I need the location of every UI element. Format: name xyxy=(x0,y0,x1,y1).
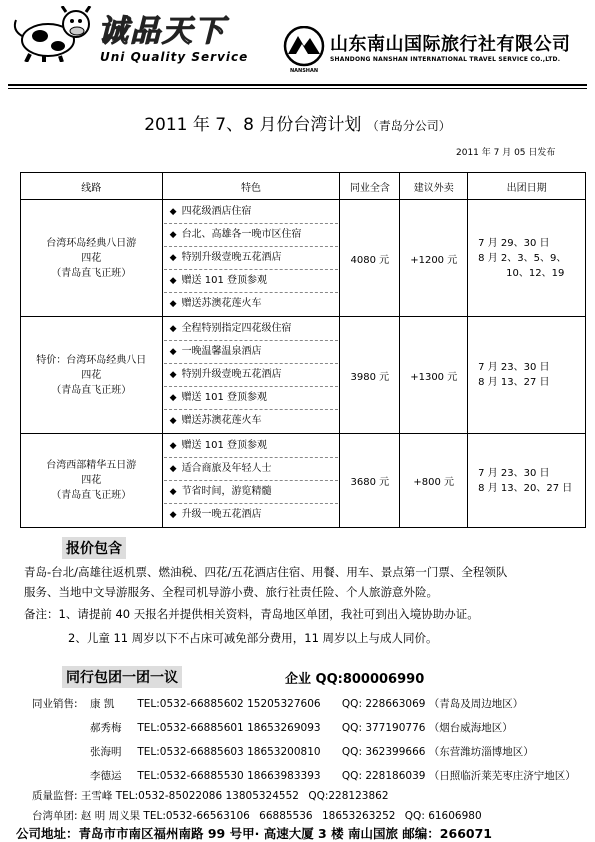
bullet-icon: ◆ xyxy=(169,347,177,357)
page-title xyxy=(0,110,595,135)
company-name-cn: 山东南山国际旅行社有限公司 xyxy=(330,34,571,55)
route-cell xyxy=(21,434,163,528)
price-includes-heading: 报价包含 xyxy=(62,537,126,559)
contact-name: 康 凯 xyxy=(90,698,115,710)
sales-label: 同业销售: xyxy=(32,698,78,710)
date-line: 7 月 29、30 日 xyxy=(478,237,550,249)
route-name: 台湾西部精华五日游 xyxy=(46,460,137,471)
feature-text: 全程特别指定四花级住宿 xyxy=(181,323,292,334)
feature-text: 赠送苏澳花莲火车 xyxy=(181,415,262,426)
contact-row xyxy=(90,696,523,711)
taiwan-label: 台湾单团: xyxy=(32,810,78,822)
feature-item xyxy=(164,318,339,341)
bullet-icon: ◆ xyxy=(169,510,177,520)
contact-qq: QQ: 377190776 xyxy=(341,722,426,734)
col-header-dates: 出团日期 xyxy=(468,173,586,200)
taiwan-qq: QQ: 61606980 xyxy=(404,810,482,822)
feature-item xyxy=(164,435,339,458)
bullet-icon: ◆ xyxy=(169,464,177,474)
quality-row xyxy=(32,788,389,803)
bullet-icon: ◆ xyxy=(169,324,177,334)
feature-item xyxy=(164,224,339,247)
route-grade: 四花 xyxy=(81,475,102,486)
feature-text: 一晚温馨温泉酒店 xyxy=(181,346,262,357)
date-line: 7 月 23、30 日 xyxy=(478,467,550,479)
contact-tel: TEL:0532-66885603 xyxy=(137,746,244,758)
route-flight: （青岛直飞正班） xyxy=(51,267,132,279)
enterprise-qq: 企业 QQ:800006990 xyxy=(285,672,425,687)
nanshan-mountain-logo xyxy=(282,26,326,74)
suggest-cell: +1300 元 xyxy=(400,317,468,434)
date-line: 10、12、19 xyxy=(506,267,565,279)
feature-item xyxy=(164,458,339,481)
table-row xyxy=(21,434,586,528)
brand-slogan: Uni Quality Service xyxy=(100,50,249,64)
date-line: 8 月 13、27 日 xyxy=(478,377,550,388)
contact-tel: TEL:0532-66885601 xyxy=(137,722,244,734)
feature-text: 台北、高雄各一晚市区住宿 xyxy=(181,229,302,240)
quality-name: 王雪峰 xyxy=(80,790,113,802)
bullet-icon: ◆ xyxy=(169,253,177,263)
table-row xyxy=(21,200,586,317)
price-includes-line: 青岛-台北/高雄往返机票、燃油税、四花/五花酒店住宿、用餐、用车、景点第一门票、全程领队 xyxy=(24,565,508,579)
contact-qq: QQ: 362399666 xyxy=(341,746,426,758)
bullet-icon: ◆ xyxy=(169,276,177,286)
price-cell: 3980 元 xyxy=(340,317,400,434)
contact-mobile: 18653200810 xyxy=(247,746,321,758)
contact-mobile: 15205327606 xyxy=(247,698,321,710)
cow-mascot-logo xyxy=(10,6,100,62)
col-header-features: 特色 xyxy=(162,173,340,200)
bullet-icon: ◆ xyxy=(169,487,177,497)
bullet-icon: ◆ xyxy=(169,370,177,380)
company-logo-label: NANSHAN xyxy=(289,68,319,74)
contact-name: 郝秀梅 xyxy=(90,722,122,734)
contact-tel: TEL:0532-66885530 xyxy=(137,770,244,782)
feature-text: 赠送 101 登顶参观 xyxy=(181,275,268,286)
company-name-en: SHANDONG NANSHAN INTERNATIONAL TRAVEL SERVICE CO.,LTD. xyxy=(330,56,561,63)
group-tour-heading: 同行包团一团一议 xyxy=(62,666,182,688)
header-divider xyxy=(8,84,587,86)
feature-item xyxy=(164,293,339,315)
company-address: 公司地址：青岛市市南区福州南路 99 号甲· 高速大厦 3 楼 南山国旅 邮编：266071 xyxy=(16,826,492,841)
dates-cell xyxy=(468,317,586,434)
bullet-icon: ◆ xyxy=(169,207,177,217)
feature-text: 赠送苏澳花莲火车 xyxy=(181,298,262,309)
price-includes-line: 服务、当地中文导游服务、全程司机导游小费、旅行社责任险、个人旅游意外险。 xyxy=(24,585,438,599)
brand-name: 诚品天下 xyxy=(98,14,226,49)
feature-text: 升级一晚五花酒店 xyxy=(181,509,262,520)
contact-row xyxy=(90,768,576,783)
route-grade: 四花 xyxy=(81,369,102,381)
publish-date: 2011 年 7 月 05 日发布 xyxy=(456,148,556,158)
quality-mobile: 13805324552 xyxy=(225,790,299,802)
route-grade: 四花 xyxy=(81,252,102,264)
contact-tel: TEL:0532-66885602 xyxy=(137,698,244,710)
feature-text: 适合商旅及年轻人士 xyxy=(181,463,272,474)
bullet-icon: ◆ xyxy=(169,299,177,309)
title-sub: （青岛分公司） xyxy=(366,119,451,133)
col-header-price: 同业全含 xyxy=(340,173,400,200)
taiwan-names: 赵 明 周义果 xyxy=(80,810,141,822)
route-flight: （青岛直飞正班） xyxy=(51,490,132,501)
price-cell: 4080 元 xyxy=(340,200,400,317)
feature-text: 四花级酒店住宿 xyxy=(181,206,252,217)
feature-item xyxy=(164,270,339,293)
dates-cell xyxy=(468,200,586,317)
dates-cell xyxy=(468,434,586,528)
taiwan-mobile: 18653263252 xyxy=(321,810,396,822)
contact-area: （日照临沂莱芜枣庄济宁地区） xyxy=(428,770,576,782)
contact-row xyxy=(90,744,534,759)
contact-qq: QQ: 228663069 xyxy=(341,698,426,710)
feature-item xyxy=(164,410,339,432)
taiwan-row xyxy=(32,808,482,823)
bullet-icon: ◆ xyxy=(169,393,177,403)
suggest-cell: +1200 元 xyxy=(400,200,468,317)
route-name: 特价：台湾环岛经典八日 xyxy=(36,354,147,366)
feature-text: 特别升级壹晚五花酒店 xyxy=(181,369,282,380)
suggest-cell: +800 元 xyxy=(400,434,468,528)
title-main: 2011 年 7、8 月份台湾计划 xyxy=(144,115,362,135)
feature-text: 特别升级壹晚五花酒店 xyxy=(181,252,282,263)
table-row xyxy=(21,317,586,434)
header-divider-thin xyxy=(8,88,587,89)
contact-name: 李德运 xyxy=(90,770,122,782)
date-line: 8 月 2、3、5、9、 xyxy=(478,252,567,264)
feature-text: 节省时间，游览精髓 xyxy=(181,486,272,497)
taiwan-tel: TEL:0532-66563106 xyxy=(143,810,250,822)
contact-qq: QQ: 228186039 xyxy=(341,770,426,782)
note-line: 备注：1、请提前 40 天报名并提供相关资料，青岛地区单团，我社可到出入境协助办证。 xyxy=(24,607,479,621)
bullet-icon: ◆ xyxy=(169,230,177,240)
features-cell xyxy=(162,317,340,434)
feature-item xyxy=(164,504,339,526)
feature-item xyxy=(164,387,339,410)
feature-item xyxy=(164,341,339,364)
contact-mobile: 18663983393 xyxy=(247,770,321,782)
contact-area: （青岛及周边地区） xyxy=(428,698,524,710)
route-flight: （青岛直飞正班） xyxy=(51,384,132,396)
date-line: 8 月 13、20、27 日 xyxy=(478,482,573,494)
tour-plan-table xyxy=(20,172,586,528)
feature-item xyxy=(164,247,339,270)
feature-item xyxy=(164,481,339,504)
quality-label: 质量监督: xyxy=(32,790,78,802)
contact-area: （东营潍坊淄博地区） xyxy=(428,746,534,758)
contact-name: 张海明 xyxy=(90,746,122,758)
bullet-icon: ◆ xyxy=(169,441,177,451)
contact-area: （烟台威海地区） xyxy=(428,722,513,734)
feature-text: 赠送 101 登顶参观 xyxy=(181,440,268,451)
feature-text: 赠送 101 登顶参观 xyxy=(181,392,268,403)
bullet-icon: ◆ xyxy=(169,416,177,426)
route-name: 台湾环岛经典八日游 xyxy=(46,237,137,249)
col-header-route: 线路 xyxy=(21,173,163,200)
note-line: 2、儿童 11 周岁以下不占床可减免部分费用，11 周岁以上与成人同价。 xyxy=(68,631,438,645)
taiwan-tel2: 66885536 xyxy=(259,810,313,822)
table-header-row xyxy=(21,173,586,200)
col-header-suggest: 建议外卖 xyxy=(400,173,468,200)
contact-mobile: 18653269093 xyxy=(247,722,321,734)
features-cell xyxy=(162,200,340,317)
quality-tel: TEL:0532-85022086 xyxy=(115,790,223,802)
features-cell xyxy=(162,434,340,528)
quality-qq: QQ:228123862 xyxy=(308,790,389,802)
contact-row xyxy=(90,720,513,735)
feature-item xyxy=(164,201,339,224)
route-cell xyxy=(21,317,163,434)
date-line: 7 月 23、30 日 xyxy=(478,362,550,373)
price-cell: 3680 元 xyxy=(340,434,400,528)
route-cell xyxy=(21,200,163,317)
feature-item xyxy=(164,364,339,387)
